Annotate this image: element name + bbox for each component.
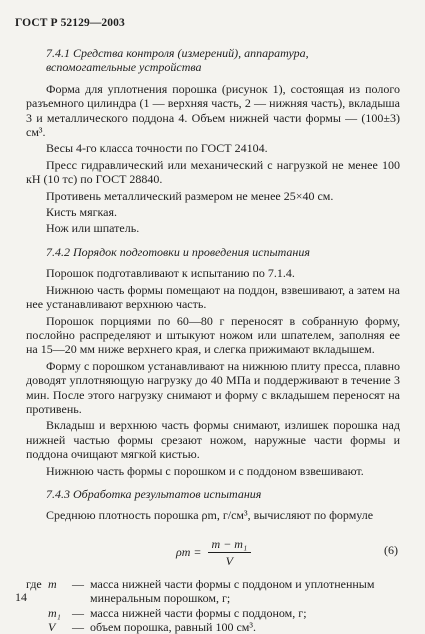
section-heading-7-4-2: 7.4.2 Порядок подготовки и проведения испытания — [46, 244, 310, 259]
legend-item — [26, 620, 400, 634]
paragraph: Нижнюю часть формы с порошком и с поддоном взвешивают. — [46, 463, 364, 478]
formula-intro: Среднюю плотность порошка ρm, г/см³, вычисляют по формуле — [46, 508, 374, 523]
formula-denominator: V — [225, 554, 233, 569]
legend-dash: — — [72, 576, 84, 591]
section-heading-7-4-1: 7.4.1 Средства контроля (измерений), аппаратура, вспомогательные устройства — [46, 46, 309, 75]
paragraph: Форму с порошком устанавливают на нижнюю плиту пресса, плавно доводят уплотняющую нагрузку до 40 МПа и поддерживают в течение 3 мин. После этого нагрузку снимают и форму с вкладышем переносят на противень. — [26, 358, 400, 416]
formula-legend — [26, 577, 400, 634]
legend-symbol: V — [48, 620, 56, 634]
legend-item — [26, 606, 400, 620]
formula-fraction — [208, 537, 252, 569]
paragraph: Противень металлический размером не менее 25×40 см. — [46, 188, 334, 203]
formula-lhs: ρm = — [176, 545, 202, 560]
legend-item — [26, 577, 400, 591]
legend-lead: где — [26, 576, 42, 591]
paragraph: Нижнюю часть формы помещают на поддон, взвешивают, а затем на нее устанавливают верхнюю часть. — [26, 282, 400, 312]
equation-number: (6) — [384, 542, 398, 557]
legend-symbol: m — [48, 576, 57, 591]
formula-numerator: m − m₁ — [208, 537, 252, 553]
paragraph: Порошок порциями по 60—80 г переносят в собранную форму, послойно распределяют и штыкуют ножом или шпателем, заполняя ее на 15—20 мм ниже верхнего края, и слегка прижимают вкладышем. — [26, 313, 400, 357]
page-number: 14 — [15, 590, 27, 604]
legend-dash: — — [72, 620, 84, 634]
legend-symbol: m₁ — [48, 605, 61, 620]
legend-item-continuation — [26, 591, 400, 605]
legend-text: масса нижней части формы с поддоном, г; — [90, 605, 307, 620]
formula-block — [26, 529, 400, 573]
paragraph: Вкладыш и верхнюю часть формы снимают, излишек порошка над нижней частью формы срезают ножом, наружные части формы и поддона очищают мягкой кистью. — [26, 418, 400, 462]
document-body — [26, 46, 400, 634]
legend-dash: — — [72, 605, 84, 620]
paragraph: Нож или шпатель. — [46, 221, 140, 236]
paragraph: Кисть мягкая. — [46, 205, 117, 220]
paragraph: Форма для уплотнения порошка (рисунок 1), состоящая из полого разъемного цилиндра (1 — верхняя часть, 2 — нижняя часть), вкладыша 3 и металлического поддона 4. Объем нижней части формы — (100±3) см³. — [26, 81, 400, 140]
document-id: ГОСТ Р 52129—2003 — [15, 17, 125, 29]
legend-text: минеральным порошком, г; — [90, 591, 231, 606]
legend-text: объем порошка, равный 100 см³. — [90, 620, 256, 634]
density-formula — [176, 537, 251, 569]
paragraph: Весы 4-го класса точности по ГОСТ 24104. — [46, 141, 268, 156]
paragraph: Пресс гидравлический или механический с нагрузкой не менее 100 кН (10 тс) по ГОСТ 28840. — [26, 157, 400, 187]
paragraph: Порошок подготавливают к испытанию по 7.1.4. — [46, 266, 295, 281]
section-heading-7-4-3: 7.4.3 Обработка результатов испытания — [46, 486, 262, 501]
legend-text: масса нижней части формы с поддоном и уплотненным — [90, 576, 375, 591]
